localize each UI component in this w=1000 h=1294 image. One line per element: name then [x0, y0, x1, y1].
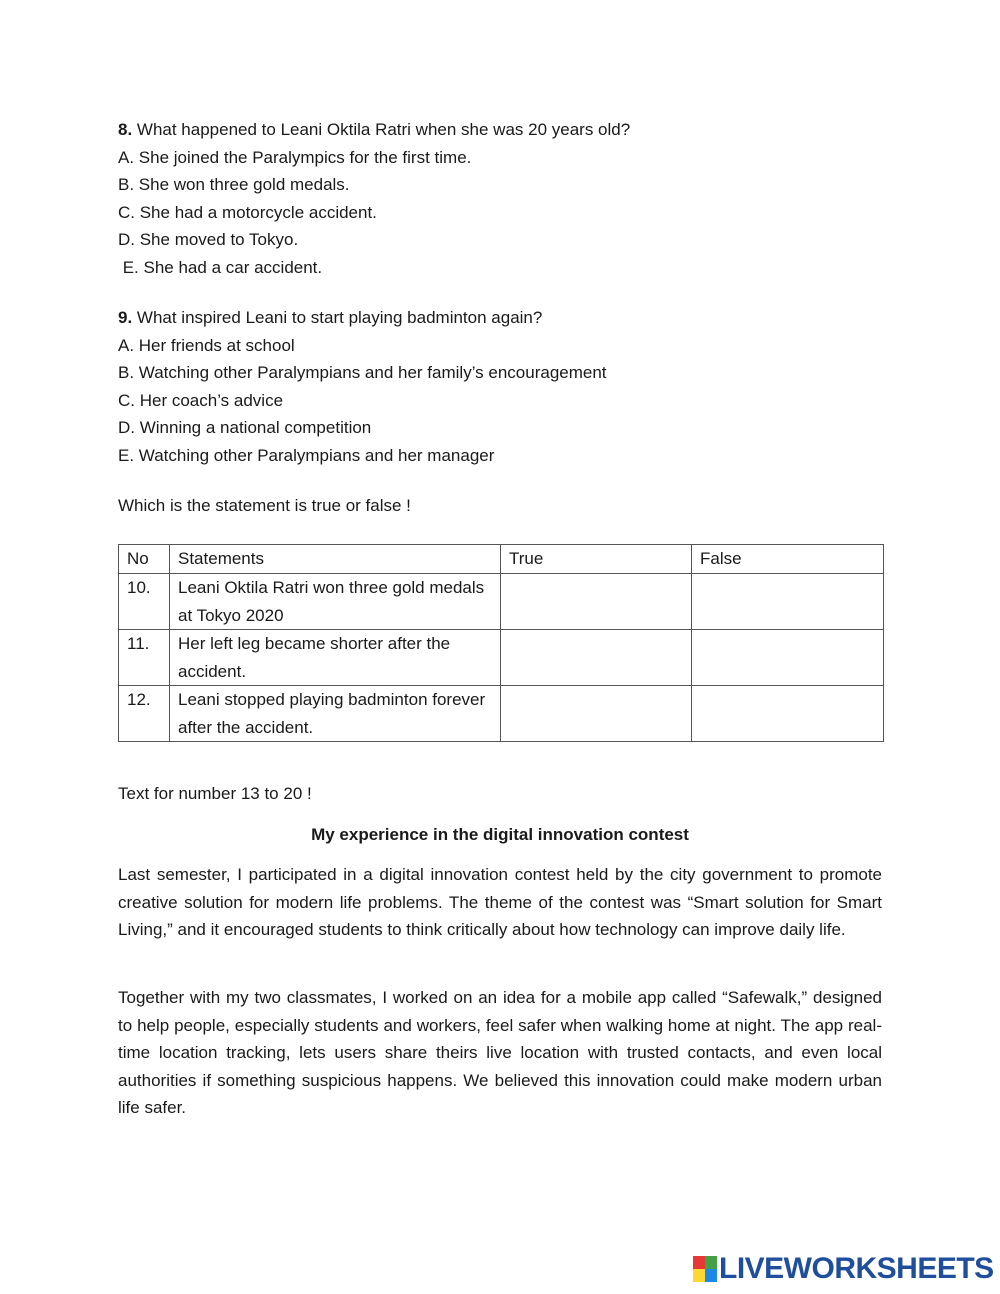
logo-square-blue	[705, 1269, 717, 1282]
option-9b: B. Watching other Paralympians and her family’s encouragement	[118, 363, 607, 382]
header-no: No	[119, 545, 170, 574]
option-8b: B. She won three gold medals.	[118, 175, 350, 194]
tf-instruction: Which is the statement is true or false !	[118, 496, 411, 515]
option-9e: E. Watching other Paralympians and her manager	[118, 446, 495, 465]
article-title: My experience in the digital innovation contest	[311, 825, 689, 844]
question-number: 9.	[118, 308, 133, 327]
table-row	[119, 574, 884, 630]
article-paragraph-2: Together with my two classmates, I worked on an idea for a mobile app called “Safewalk,” designed to help people, especially students and workers, feel safer when walking home at night. The app real-time location tracking, lets users share theirs live location with trusted contacts, and even local authorities if something suspicious happens. We believed this innovation could make modern urban life safer.	[118, 988, 882, 1117]
row-statement: Leani Oktila Ratri won three gold medals at Tokyo 2020	[170, 574, 501, 630]
option-8c: C. She had a motorcycle accident.	[118, 203, 377, 222]
article-paragraph-1: Last semester, I participated in a digital innovation contest held by the city government to promote creative solution for modern life problems. The theme of the contest was “Smart solution for Smart Living,” and it encouraged students to think critically about how technology can improve daily life.	[118, 865, 882, 939]
option-9c: C. Her coach’s advice	[118, 391, 284, 410]
logo-square-red	[693, 1256, 705, 1269]
text-intro: Text for number 13 to 20 !	[118, 784, 312, 803]
true-false-table	[118, 544, 884, 742]
question-text: What inspired Leani to start playing badminton again?	[132, 308, 543, 327]
option-8e: E. She had a car accident.	[118, 258, 323, 277]
option-8a: A. She joined the Paralympics for the first time.	[118, 148, 472, 167]
question-9	[118, 307, 542, 329]
question-number: 8.	[118, 120, 133, 139]
option-8d: D. She moved to Tokyo.	[118, 230, 299, 249]
row-number: 11.	[119, 630, 170, 686]
option-9d: D. Winning a national competition	[118, 418, 372, 437]
true-answer-cell[interactable]	[501, 630, 692, 686]
brand-name: LIVEWORKSHEETS	[719, 1252, 994, 1285]
true-answer-cell[interactable]	[501, 574, 692, 630]
logo-square-yellow	[693, 1269, 705, 1282]
row-statement: Leani stopped playing badminton forever after the accident.	[170, 686, 501, 742]
logo-square-green	[705, 1256, 717, 1269]
table-row	[119, 686, 884, 742]
question-text: What happened to Leani Oktila Ratri when she was 20 years old?	[132, 120, 631, 139]
false-answer-cell[interactable]	[692, 686, 884, 742]
table-row	[119, 630, 884, 686]
liveworksheets-logo	[693, 1252, 994, 1286]
header-true: True	[501, 545, 692, 574]
true-answer-cell[interactable]	[501, 686, 692, 742]
option-9a: A. Her friends at school	[118, 336, 295, 355]
header-statements: Statements	[170, 545, 501, 574]
liveworksheets-logo-icon	[693, 1256, 717, 1282]
false-answer-cell[interactable]	[692, 630, 884, 686]
row-number: 12.	[119, 686, 170, 742]
row-number: 10.	[119, 574, 170, 630]
question-8	[118, 119, 630, 141]
header-false: False	[692, 545, 884, 574]
false-answer-cell[interactable]	[692, 574, 884, 630]
row-statement: Her left leg became shorter after the accident.	[170, 630, 501, 686]
table-header-row	[119, 545, 884, 574]
